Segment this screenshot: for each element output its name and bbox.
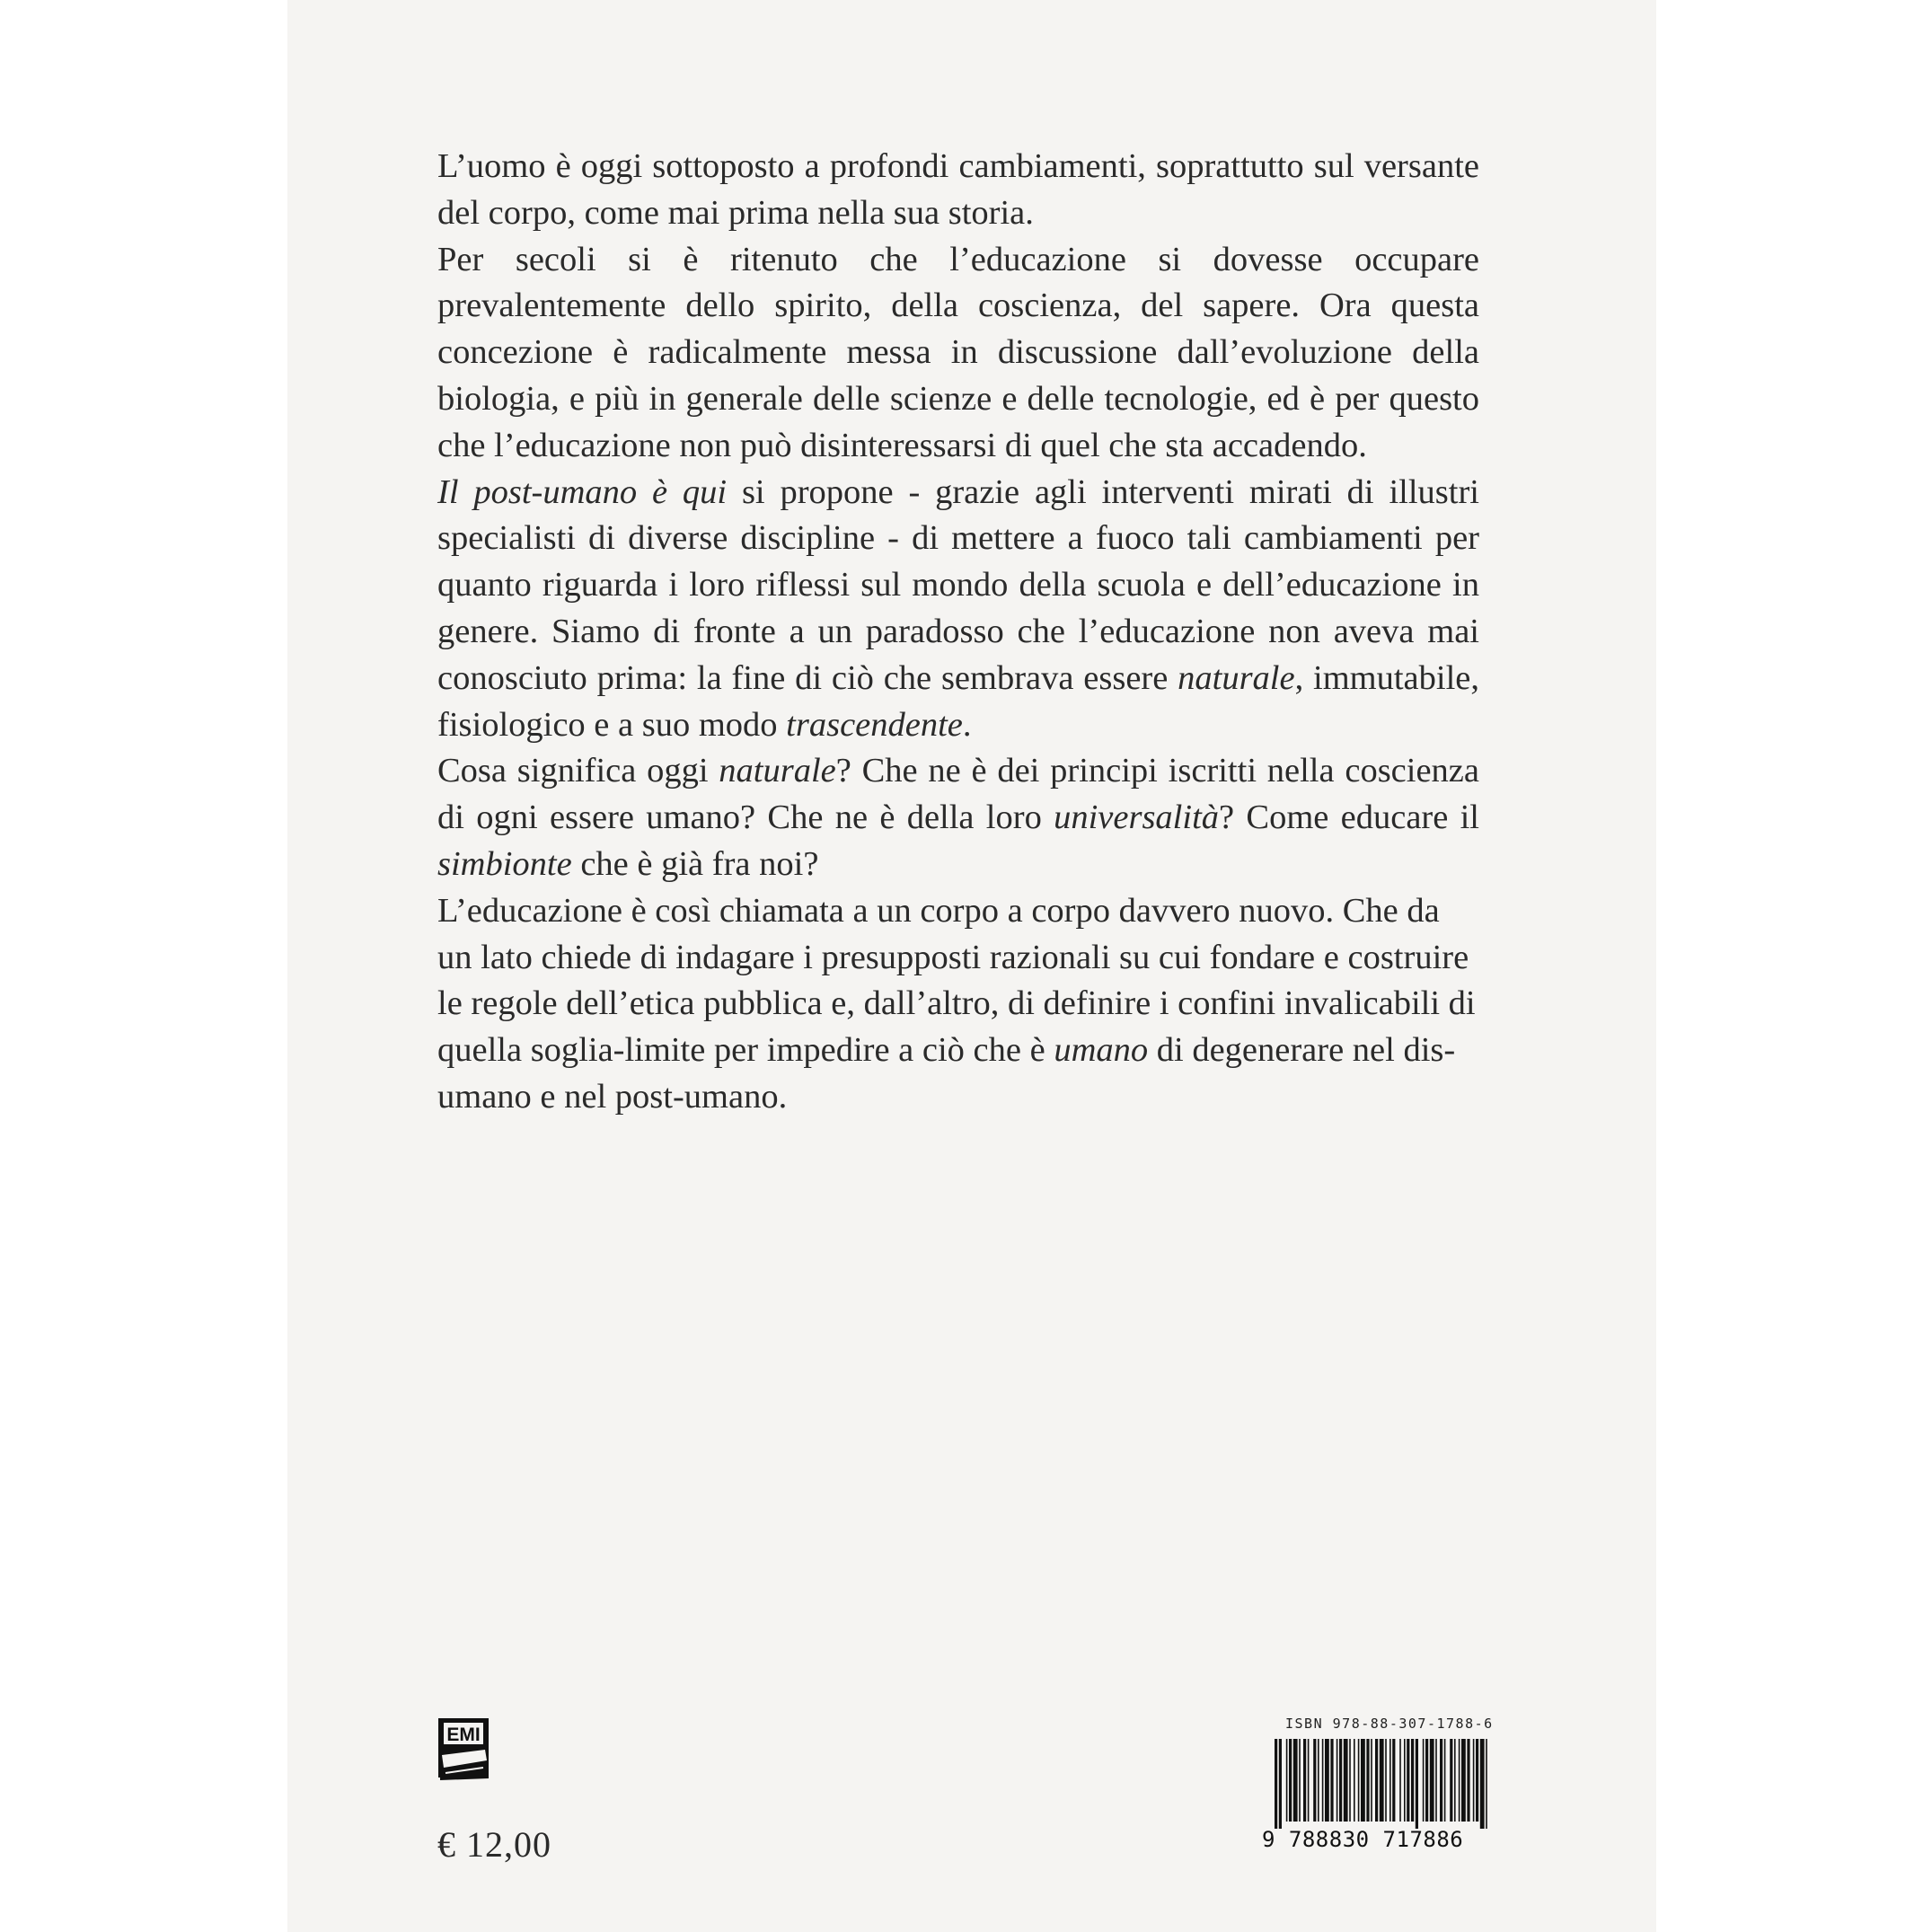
barcode-bar	[1299, 1739, 1301, 1822]
barcode-bar	[1423, 1739, 1425, 1822]
barcode-bar	[1399, 1739, 1401, 1822]
barcode-bar	[1473, 1739, 1475, 1822]
barcode-bar	[1480, 1739, 1485, 1829]
barcode-bar	[1416, 1739, 1418, 1829]
barcode-bar	[1435, 1739, 1437, 1822]
publisher-logo-text: EMI	[446, 1725, 481, 1745]
book-title-italic: Il post-umano è qui	[437, 472, 728, 511]
barcode-bars	[1262, 1739, 1489, 1829]
barcode-bar	[1467, 1739, 1469, 1822]
barcode-bar	[1286, 1739, 1288, 1822]
price-label: € 12,00	[437, 1824, 551, 1865]
barcode-bar	[1358, 1739, 1360, 1822]
barcode-bar	[1375, 1739, 1378, 1822]
barcode-bar	[1371, 1739, 1372, 1822]
barcode-bar	[1444, 1739, 1446, 1822]
blurb-paragraph-2: Per secoli si è ritenuto che l’educazione si dovesse occupare prevalentemente dello spirito, della coscienza, del sapere. Ora questa concezione è radicalmente messa in discussione dall’evoluzione della biologia, e più in generale delle scienze e delle tecnologie, ed è per questo che l’educazione non può disinteressarsi di quel che sta accadendo.	[437, 240, 1479, 464]
blurb-paragraph-4: Cosa significa oggi naturale? Che ne è dei principi iscritti nella coscienza di ogni essere umano? Che ne è della loro universalità? Come educare il simbionte che è già fra noi?	[437, 752, 1479, 883]
barcode-bar	[1361, 1739, 1365, 1822]
publisher-logo-icon	[435, 1716, 494, 1786]
blurb-paragraph-1: L’uomo è oggi sottoposto a profondi cambiamenti, soprattutto sul versante del corpo, come mai prima nella sua storia.	[437, 147, 1479, 232]
barcode-bar	[1392, 1739, 1395, 1822]
barcode-bar	[1308, 1739, 1310, 1822]
barcode-bar	[1459, 1739, 1460, 1822]
barcode-bar	[1354, 1739, 1355, 1822]
barcode-bar	[1275, 1739, 1277, 1829]
barcode-bar	[1486, 1739, 1487, 1829]
barcode-bar	[1425, 1739, 1428, 1822]
barcode-bar	[1293, 1739, 1298, 1822]
barcode-bar	[1330, 1739, 1333, 1822]
barcode-bar	[1289, 1739, 1292, 1822]
barcode-bar	[1325, 1739, 1329, 1822]
barcode-bar	[1407, 1739, 1409, 1822]
barcode-bar	[1454, 1739, 1456, 1822]
blurb-paragraph-5: L’educazione è così chiamata a un corpo a corpo davvero nuovo. Che da un lato chiede di indagare i presupposti razionali su cui fondare e costruire le regole dell’etica pubblica e, dall’altro, di definire i confini invalicabili di quella soglia-limite per impedire a ciò che è umano di degenerare nel dis-umano e nel post-umano.	[437, 891, 1476, 1116]
blurb-paragraph-3: Il post-umano è qui si propone - grazie agli interventi mirati di illustri specialisti di diverse discipline - di mettere a fuoco tali cambiamenti per quanto riguarda i loro riflessi sul mondo della scuola e dell’educazione in genere. Siamo di fronte a un paradosso che l’educazione non aveva mai conosciuto prima: la fine di ciò che sembrava essere naturale, immutabile, fisiologico e a suo modo trascendente.	[437, 472, 1479, 744]
barcode-bar	[1385, 1739, 1387, 1822]
barcode-bar	[1461, 1739, 1466, 1822]
ean-digits: 9 788830 717886	[1262, 1827, 1464, 1852]
barcode-bar	[1380, 1739, 1384, 1822]
barcode-bar	[1344, 1739, 1348, 1822]
barcode-bar	[1313, 1739, 1316, 1822]
barcode-bar	[1440, 1739, 1442, 1822]
barcode-bar	[1349, 1739, 1351, 1822]
barcode-bar	[1430, 1739, 1434, 1822]
barcode-bar	[1322, 1739, 1324, 1822]
barcode-bar	[1318, 1739, 1319, 1822]
barcode-bar	[1366, 1739, 1369, 1822]
barcode-bar	[1404, 1739, 1406, 1822]
barcode-bar	[1389, 1739, 1391, 1822]
barcode-bar	[1337, 1739, 1338, 1822]
back-cover-blurb	[437, 144, 1479, 1121]
barcode-bar	[1339, 1739, 1342, 1822]
barcode-bar	[1476, 1739, 1478, 1822]
isbn-barcode	[1262, 1716, 1494, 1855]
barcode-bar	[1303, 1739, 1306, 1822]
barcode-bar	[1450, 1739, 1452, 1822]
isbn-text: ISBN 978-88-307-1788-6	[1285, 1716, 1494, 1732]
barcode-bar	[1411, 1739, 1414, 1822]
barcode-bar	[1279, 1739, 1282, 1829]
